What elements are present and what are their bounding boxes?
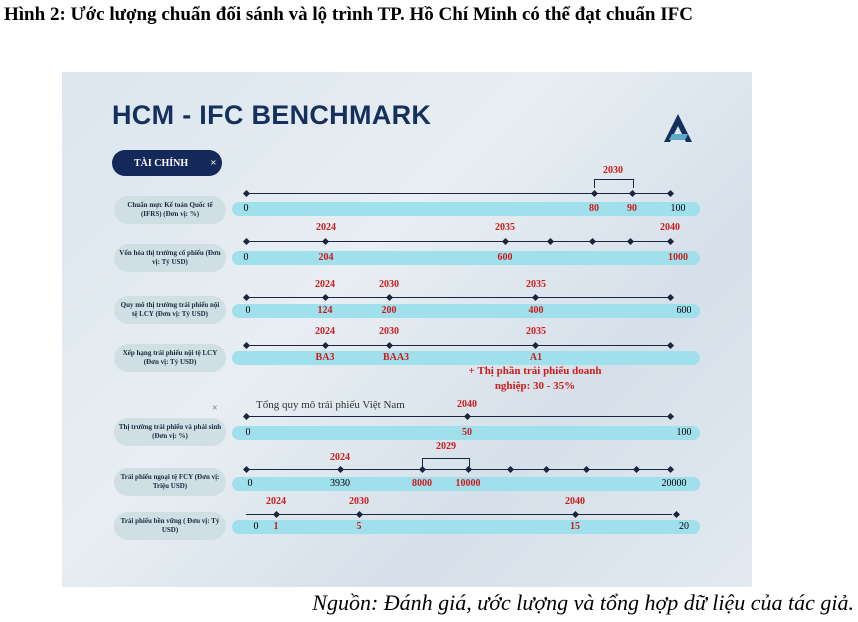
range-bracket: [594, 179, 634, 188]
year-label: 2035: [526, 279, 546, 290]
value-label: 100: [676, 427, 692, 438]
timeline-axis: [246, 469, 672, 470]
year-label: 2024: [266, 496, 286, 507]
year-label: 2035: [495, 222, 515, 233]
timeline-dot: [547, 238, 554, 245]
timeline-dot: [629, 190, 636, 197]
value-label: 15: [570, 521, 580, 532]
benchmark-banner: HCM - IFC BENCHMARK: [112, 100, 432, 130]
timeline-dot: [243, 466, 250, 473]
logo-icon: [658, 112, 698, 148]
year-label: 2030: [349, 496, 369, 507]
year-label: 2030: [379, 279, 399, 290]
value-label: 10000: [455, 478, 481, 489]
market-share-note: + Thị phần trái phiếu doanh nghiệp: 30 - 35%: [468, 365, 602, 392]
tab-finance[interactable]: [112, 150, 222, 176]
timeline-axis: [246, 241, 672, 242]
value-label: 0: [243, 203, 249, 214]
value-label: 8000: [412, 478, 432, 489]
timeline-dot: [322, 342, 329, 349]
range-bracket: [422, 458, 470, 467]
timeline-dot: [243, 294, 250, 301]
timeline-axis: [246, 297, 672, 298]
year-label: 2040: [660, 222, 680, 233]
close-icon: ×: [212, 403, 218, 414]
caption-total-bonds: Tổng quy mô trái phiếu Việt Nam: [256, 399, 405, 411]
value-label: 124: [317, 305, 333, 316]
value-bar: [232, 304, 700, 318]
value-label: 1: [273, 521, 279, 532]
value-label: 0: [253, 521, 259, 532]
value-label: BA3: [315, 352, 335, 363]
year-label: 2024: [330, 452, 350, 463]
row-label-fcy: Trái phiếu ngoại tệ FCY (Đơn vị: Triệu USD): [114, 468, 226, 496]
timeline-dot: [465, 466, 472, 473]
timeline-dot: [322, 294, 329, 301]
value-label: 1000: [668, 252, 688, 263]
year-label: 2035: [526, 326, 546, 337]
value-label: 0: [243, 252, 249, 263]
timeline-dot: [356, 511, 363, 518]
timeline-dot: [419, 466, 426, 473]
timeline-dot: [667, 342, 674, 349]
value-label: 0: [247, 478, 253, 489]
timeline-dot: [627, 238, 634, 245]
value-label: 20000: [661, 478, 687, 489]
timeline-dot: [543, 466, 550, 473]
timeline-dot: [243, 413, 250, 420]
row-label-ifrs: Chuẩn mực Kế toán Quốc tế (IFRS) (Đơn vị: %): [114, 196, 226, 224]
timeline-dot: [243, 342, 250, 349]
value-label: 600: [676, 305, 692, 316]
row-label-bond-derivatives: Thị trường trái phiếu và phái sinh (Đơn vị: %): [114, 418, 226, 446]
timeline-dot: [507, 466, 514, 473]
year-label: 2024: [315, 326, 335, 337]
row-label-sustainable: Trái phiếu bền vững ( Đơn vị: Tỷ USD): [114, 512, 226, 540]
value-label: BAA3: [382, 352, 410, 363]
timeline-dot: [322, 238, 329, 245]
timeline-axis: [246, 514, 672, 515]
timeline-axis: [246, 345, 672, 346]
timeline-dot: [243, 190, 250, 197]
value-bar: [232, 251, 700, 265]
source-note: Nguồn: Đánh giá, ước lượng và tổng hợp dữ liệu của tác giả.: [312, 590, 854, 615]
timeline-dot: [591, 190, 598, 197]
timeline-dot: [243, 238, 250, 245]
benchmark-panel: [62, 72, 752, 587]
timeline-dot: [273, 511, 280, 518]
timeline-dot: [667, 413, 674, 420]
timeline-dot: [386, 342, 393, 349]
timeline-dot: [572, 511, 579, 518]
value-label: 3930: [330, 478, 350, 489]
value-label: 5: [356, 521, 362, 532]
value-label: 0: [245, 427, 251, 438]
timeline-dot: [532, 342, 539, 349]
figure-title: Hình 2: Ước lượng chuẩn đối sánh và lộ trình TP. Hồ Chí Minh có thể đạt chuẩn IFC: [4, 4, 693, 25]
close-icon[interactable]: ×: [210, 157, 217, 169]
row-label-rating: Xếp hạng trái phiếu nội tệ LCY (Đơn vị: Tỷ USD): [114, 344, 226, 372]
row-label-stock-cap: Vốn hóa thị trường cổ phiếu (Đơn vị: Tỷ USD): [114, 244, 226, 272]
timeline-dot: [667, 238, 674, 245]
timeline-dot: [502, 238, 509, 245]
year-label: 2040: [457, 399, 477, 410]
year-label: 2030: [379, 326, 399, 337]
value-label: A1: [529, 352, 543, 363]
value-bar: [232, 351, 700, 365]
timeline-dot: [532, 294, 539, 301]
value-label: 50: [462, 427, 472, 438]
value-label: 0: [245, 305, 251, 316]
value-label: 20: [679, 521, 689, 532]
value-label: 204: [318, 252, 334, 263]
year-label: 2030: [603, 165, 623, 176]
value-label: 90: [627, 203, 637, 214]
timeline-dot: [583, 466, 590, 473]
timeline-axis: [246, 193, 672, 194]
value-bar: [232, 520, 700, 534]
year-label: 2040: [565, 496, 585, 507]
year-label: 2024: [316, 222, 336, 233]
timeline-dot: [386, 294, 393, 301]
value-label: 100: [670, 203, 686, 214]
timeline-dot: [673, 511, 680, 518]
timeline-dot: [589, 238, 596, 245]
timeline-dot: [337, 466, 344, 473]
timeline-dot: [667, 294, 674, 301]
year-label: 2029: [436, 441, 456, 452]
timeline-dot: [464, 413, 471, 420]
timeline-dot: [633, 466, 640, 473]
timeline-dot: [667, 466, 674, 473]
value-label: 80: [589, 203, 599, 214]
tab-finance-label: TÀI CHÍNH: [134, 157, 189, 169]
value-label: 600: [497, 252, 513, 263]
value-label: 400: [528, 305, 544, 316]
timeline-axis: [246, 416, 672, 417]
timeline-dot: [667, 190, 674, 197]
year-label: 2024: [315, 279, 335, 290]
value-label: 200: [381, 305, 397, 316]
row-label-lcy-size: Quy mô thị trường trái phiếu nội tệ LCY (Đơn vị: Tỷ USD): [114, 296, 226, 324]
